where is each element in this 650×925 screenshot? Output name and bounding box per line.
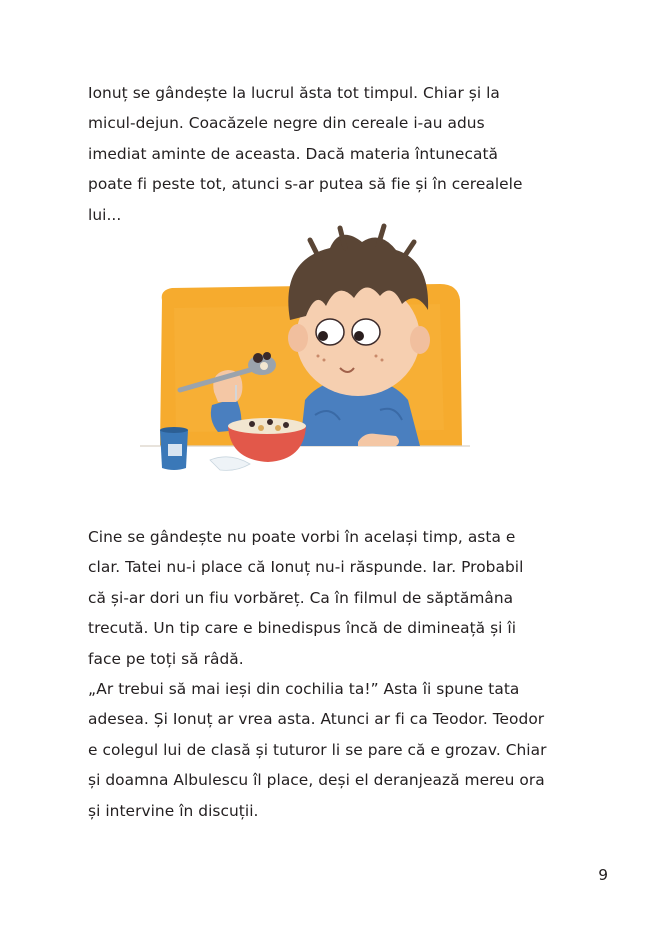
text-line: „Ar trebui să mai ieși din cochilia ta!” Asta îi spune tata xyxy=(88,680,520,698)
text-line: Cine se gândește nu poate vorbi în același timp, asta e xyxy=(88,528,516,546)
boy-eating-cereal-illustration xyxy=(140,220,470,485)
text-line: și doamna Albulescu îl place, deși el deranjează mereu ora xyxy=(88,771,545,790)
text-line: face pe toți să râdă. xyxy=(88,649,244,668)
text-line: și intervine în discuții. xyxy=(88,801,259,820)
text-line: clar. Tatei nu-i place că Ionuț nu-i răspunde. Iar. Probabil xyxy=(88,558,524,577)
paragraph-shell xyxy=(88,674,568,826)
text-line: trecută. Un tip care e binedispus încă de dimineață și îi xyxy=(88,619,517,638)
paragraph-intro xyxy=(88,78,568,230)
spilled-milk xyxy=(210,457,250,471)
text-line: că și-ar dori un fiu vorbăreț. Ca în filmul de săptămâna xyxy=(88,588,514,607)
text-line: e colegul lui de clasă și tuturor li se pare că e grozav. Chiar xyxy=(88,740,547,759)
page-number: 9 xyxy=(598,866,608,884)
text-line: adesea. Și Ionuț ar vrea asta. Atunci ar fi ca Teodor. Teodor xyxy=(88,710,545,729)
text-line: micul-dejun. Coacăzele negre din cereale i-au adus xyxy=(88,114,485,133)
text-line: lui... xyxy=(88,205,122,224)
text-line: Ionuț se gândește la lucrul ăsta tot timpul. Chiar și la xyxy=(88,84,500,102)
text-line: imediat aminte de aceasta. Dacă materia întunecată xyxy=(88,144,499,163)
text-line: poate fi peste tot, atunci s-ar putea să fie și în cerealele xyxy=(88,175,523,194)
paragraph-thinking xyxy=(88,522,568,674)
